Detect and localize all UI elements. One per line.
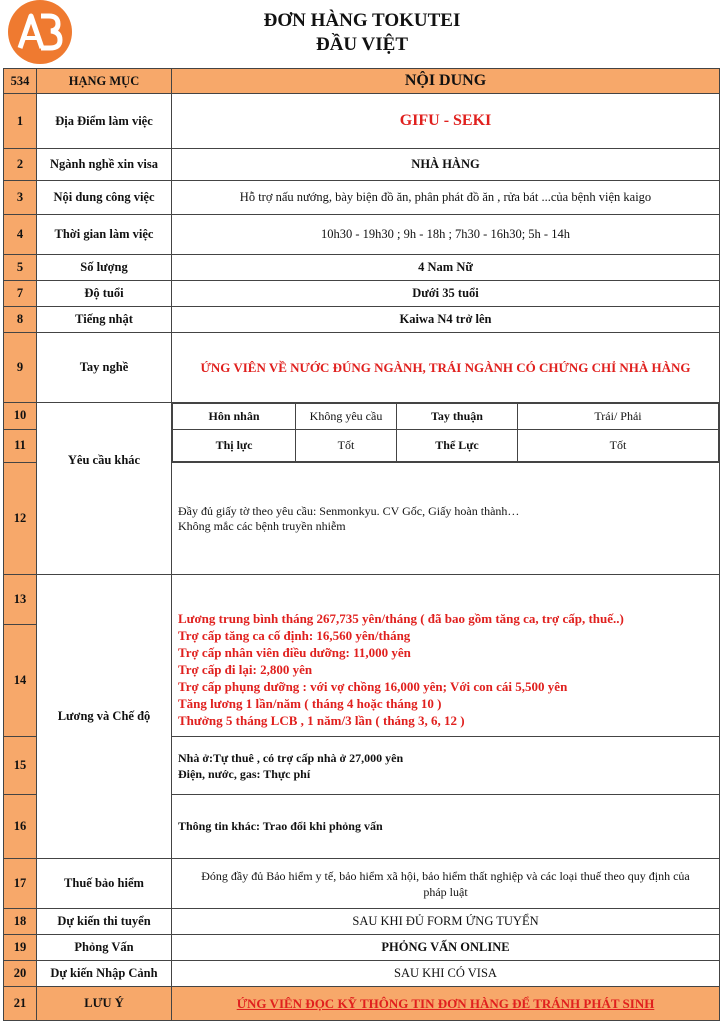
fitness-label: Thể Lực [397, 430, 518, 462]
row-exam [4, 909, 720, 935]
row-skill [4, 333, 720, 403]
housing-line-2: Điện, nước, gas: Thực phí [178, 766, 311, 781]
hand-label: Tay thuận [397, 404, 518, 430]
row-num: 5 [4, 255, 37, 281]
row-interview [4, 935, 720, 961]
other-info-cell: Thông tin khác: Trao đổi khi phỏng vấn [172, 795, 720, 859]
row-label: Độ tuổi [37, 281, 172, 307]
row-num: 4 [4, 215, 37, 255]
salary-line: Trợ cấp đi lại: 2,800 yên [178, 662, 313, 677]
row-quantity [4, 255, 720, 281]
insurance-line-2: pháp luật [423, 884, 468, 899]
housing-line-1: Nhà ở:Tự thuê , có trợ cấp nhà ở 27,000 yên [178, 750, 404, 765]
interview-value: PHỎNG VẤN ONLINE [172, 935, 720, 961]
documents-cell [172, 463, 720, 575]
housing-cell [172, 737, 720, 795]
hours-value: 10h30 - 19h30 ; 9h - 18h ; 7h30 - 16h30; 5h - 14h [172, 215, 720, 255]
fitness-value: Tốt [518, 430, 719, 462]
row-num: 14 [4, 625, 37, 737]
row-num: 12 [4, 463, 37, 575]
other-requirements-label: Yêu cầu khác [37, 403, 172, 575]
row-age [4, 281, 720, 307]
row-num: 19 [4, 935, 37, 961]
row-num: 17 [4, 859, 37, 909]
row-label: LƯU Ý [37, 987, 172, 1021]
insurance-line-1: Đóng đầy đủ Bảo hiểm y tế, bảo hiểm xã hội, bảo hiểm thất nghiệp và các loại thuế theo quy định của [201, 868, 690, 883]
page-title [0, 9, 724, 57]
salary-line: Trợ cấp nhân viên điều dưỡng: 11,000 yên [178, 645, 411, 660]
salary-line: Trợ cấp tăng ca cố định: 16,560 yên/tháng [178, 628, 411, 643]
row-num: 20 [4, 961, 37, 987]
row-num: 8 [4, 307, 37, 333]
marriage-value: Không yêu cầu [296, 404, 397, 430]
row-num: 16 [4, 795, 37, 859]
row-insurance [4, 859, 720, 909]
row-salary-13 [4, 575, 720, 625]
job-value: Hỗ trợ nấu nướng, bày biện đồ ăn, phân phát đồ ăn , rửa bát ...của bệnh viện kaigo [172, 181, 720, 215]
header-content: NỘI DUNG [172, 69, 720, 94]
vision-value: Tốt [296, 430, 397, 462]
title-line-2: ĐẦU VIỆT [315, 34, 409, 55]
industry-value: NHÀ HÀNG [172, 149, 720, 181]
row-num: 2 [4, 149, 37, 181]
other-requirements-grid [172, 403, 720, 463]
row-label: Ngành nghề xin visa [37, 149, 172, 181]
age-value: Dưới 35 tuổi [172, 281, 720, 307]
salary-line: Trợ cấp phụng dưỡng : với vợ chồng 16,000 yên; Với con cái 5,500 yên [178, 679, 568, 694]
row-label: Tay nghề [37, 333, 172, 403]
row-label: Dự kiến thi tuyển [37, 909, 172, 935]
entry-value: SAU KHI CÓ VISA [172, 961, 720, 987]
page-header [0, 0, 724, 68]
row-num: 10 [4, 403, 37, 430]
row-num: 21 [4, 987, 37, 1021]
row-num: 7 [4, 281, 37, 307]
row-num: 3 [4, 181, 37, 215]
documents-line-1: Đầy đủ giấy tờ theo yêu cầu: Senmonkyu. CV Gốc, Giấy hoàn thành… [178, 503, 520, 518]
row-num: 15 [4, 737, 37, 795]
note-value: ỨNG VIÊN ĐỌC KỸ THÔNG TIN ĐƠN HÀNG ĐỂ TRÁNH PHÁT SINH [172, 987, 720, 1021]
japanese-value: Kaiwa N4 trở lên [172, 307, 720, 333]
vision-label: Thị lực [173, 430, 296, 462]
job-order-table [3, 68, 720, 1021]
row-label: Nội dung công việc [37, 181, 172, 215]
quantity-value: 4 Nam Nữ [172, 255, 720, 281]
row-label: Dự kiến Nhập Cảnh [37, 961, 172, 987]
exam-value: SAU KHI ĐỦ FORM ỨNG TUYỂN [172, 909, 720, 935]
row-num: 1 [4, 94, 37, 149]
row-label: Phỏng Vấn [37, 935, 172, 961]
row-note [4, 987, 720, 1021]
hand-value: Trái/ Phải [518, 404, 719, 430]
documents-line-2: Không mắc các bệnh truyền nhiễm [178, 518, 346, 533]
marriage-label: Hôn nhân [173, 404, 296, 430]
row-label: Tiếng nhật [37, 307, 172, 333]
inner-requirements-table [172, 403, 719, 462]
salary-line: Thưởng 5 tháng LCB , 1 năm/3 lần ( tháng 3, 6, 12 ) [178, 713, 465, 728]
title-line-1: ĐƠN HÀNG TOKUTEI [263, 10, 461, 31]
header-item: HẠNG MỤC [37, 69, 172, 94]
row-other-10 [4, 403, 720, 430]
header-num: 534 [4, 69, 37, 94]
salary-details-cell [172, 575, 720, 737]
salary-line: Lương trung bình tháng 267,735 yên/tháng ( đã bao gồm tăng ca, trợ cấp, thuế..) [178, 611, 624, 626]
salary-label: Lương và Chế độ [37, 575, 172, 859]
row-industry [4, 149, 720, 181]
row-label: Số lượng [37, 255, 172, 281]
row-label: Thuế bảo hiểm [37, 859, 172, 909]
row-japanese [4, 307, 720, 333]
row-num: 9 [4, 333, 37, 403]
salary-line: Tăng lương 1 lần/năm ( tháng 4 hoặc tháng 10 ) [178, 696, 442, 711]
row-location [4, 94, 720, 149]
row-entry [4, 961, 720, 987]
table-header-row [4, 69, 720, 94]
row-label: Thời gian làm việc [37, 215, 172, 255]
skill-value: ỨNG VIÊN VỀ NƯỚC ĐÚNG NGÀNH, TRÁI NGÀNH CÓ CHỨNG CHỈ NHÀ HÀNG [172, 333, 720, 403]
row-num: 18 [4, 909, 37, 935]
insurance-cell [172, 859, 720, 909]
location-value: GIFU - SEKI [172, 94, 720, 149]
row-num: 13 [4, 575, 37, 625]
row-label: Địa Điểm làm việc [37, 94, 172, 149]
row-job [4, 181, 720, 215]
row-hours [4, 215, 720, 255]
row-num: 11 [4, 429, 37, 462]
